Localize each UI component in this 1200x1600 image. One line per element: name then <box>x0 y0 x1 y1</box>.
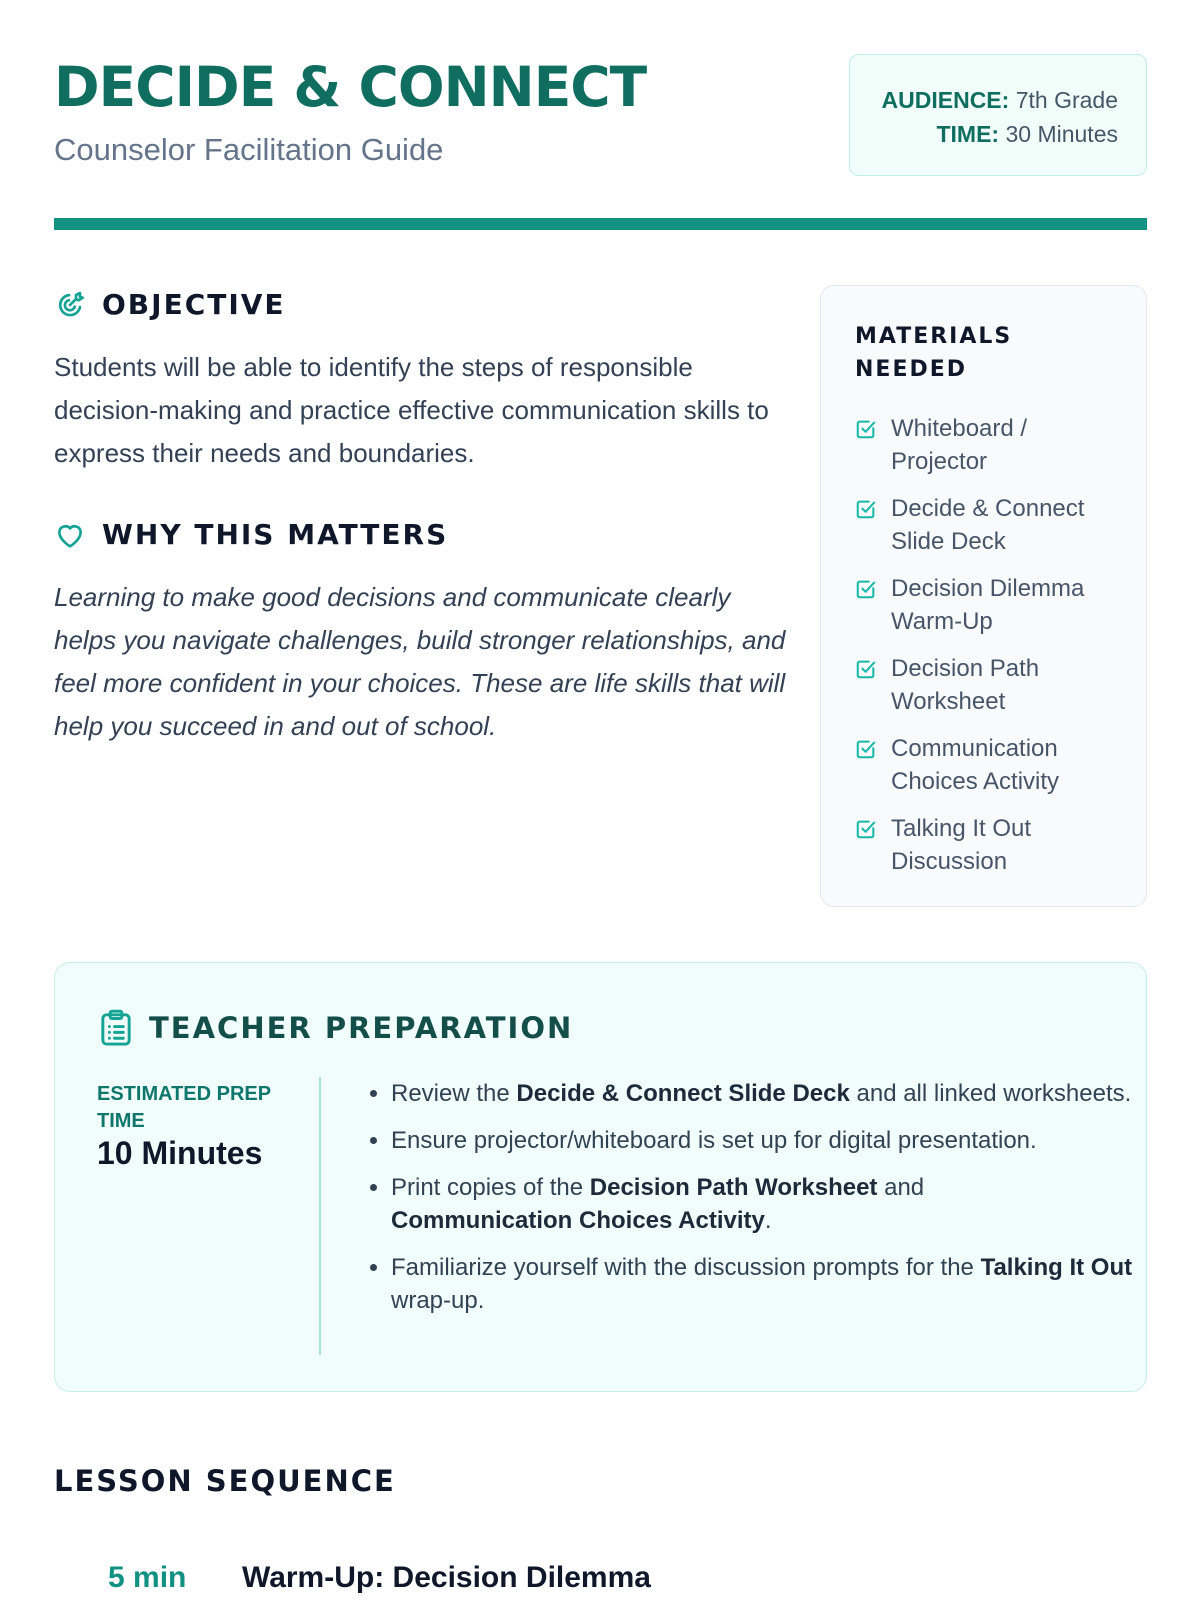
audience-label: AUDIENCE: <box>881 87 1010 113</box>
header-divider <box>54 218 1147 230</box>
objective-text: Students will be able to identify the steps of responsible decision-making and practice effective communication skills to express their needs and boundaries. <box>54 352 769 468</box>
lesson-step <box>108 1561 651 1595</box>
checkbox-checked-icon <box>855 818 877 840</box>
lesson-sequence-heading: LESSON SEQUENCE <box>54 1464 396 1498</box>
prep-item: • Ensure projector/whiteboard is set up for digital presentation. <box>391 1124 1151 1157</box>
checkbox-checked-icon <box>855 738 877 760</box>
prep-item: • Review the Decide & Connect Slide Deck and all linked worksheets. <box>391 1077 1151 1110</box>
lesson-step-time: 5 min <box>108 1561 187 1594</box>
teacher-prep-heading <box>99 1009 573 1047</box>
teacher-prep-heading-label: TEACHER PREPARATION <box>149 1011 574 1045</box>
materials-item <box>855 652 1126 718</box>
why-heading-label: WHY THIS MATTERS <box>102 518 449 551</box>
prep-time-value: 10 Minutes <box>97 1135 263 1171</box>
materials-item-label: Decision Dilemma Warm-Up <box>891 575 1085 635</box>
materials-item <box>855 812 1126 878</box>
objective-heading-label: OBJECTIVE <box>102 288 286 321</box>
materials-item-label: Decide & Connect Slide Deck <box>891 495 1085 555</box>
page-subtitle: Counselor Facilitation Guide <box>54 132 444 167</box>
materials-item-label: Talking It Out Discussion <box>891 815 1032 875</box>
time-label: TIME: <box>936 121 1000 147</box>
prep-item: • Print copies of the Decision Path Worksheet and Communication Choices Activity. <box>391 1171 1151 1237</box>
materials-item <box>855 492 1126 558</box>
checkbox-checked-icon <box>855 658 877 680</box>
heart-icon <box>54 519 86 551</box>
teacher-prep-card <box>54 962 1147 1392</box>
audience-line <box>850 83 1118 117</box>
materials-item-label: Communication Choices Activity <box>891 735 1060 795</box>
why-text: Learning to make good decisions and communicate clearly helps you navigate challenges, build stronger relationships, and feel more confident in your choices. These are life skills that will help you succeed in and out of school. <box>54 582 786 741</box>
audience-time-card <box>849 54 1147 176</box>
time-value: 30 Minutes <box>1005 121 1118 147</box>
lesson-step-title: Warm-Up: Decision Dilemma <box>242 1561 651 1594</box>
materials-item <box>855 572 1126 638</box>
checkbox-checked-icon <box>855 498 877 520</box>
materials-item-label: Decision Path Worksheet <box>891 655 1040 715</box>
target-icon <box>54 289 86 321</box>
prep-divider <box>319 1077 321 1355</box>
materials-item <box>855 732 1126 798</box>
materials-heading: MATERIALS NEEDED <box>855 324 1013 382</box>
clipboard-list-icon <box>99 1009 133 1047</box>
checkbox-checked-icon <box>855 418 877 440</box>
why-heading <box>54 518 448 551</box>
materials-item <box>855 412 1126 478</box>
page-title: DECIDE & CONNECT <box>54 55 647 119</box>
objective-heading <box>54 288 286 321</box>
prep-time-label: ESTIMATED PREP TIME <box>97 1083 271 1132</box>
audience-value: 7th Grade <box>1015 87 1118 113</box>
materials-card <box>820 285 1147 907</box>
prep-item: • Familiarize yourself with the discussion prompts for the Talking It Out wrap-up. <box>391 1251 1151 1317</box>
materials-list <box>855 412 1126 878</box>
prep-checklist <box>351 1077 1151 1331</box>
time-line <box>850 117 1118 151</box>
materials-item-label: Whiteboard / Projector <box>891 415 1028 475</box>
checkbox-checked-icon <box>855 578 877 600</box>
